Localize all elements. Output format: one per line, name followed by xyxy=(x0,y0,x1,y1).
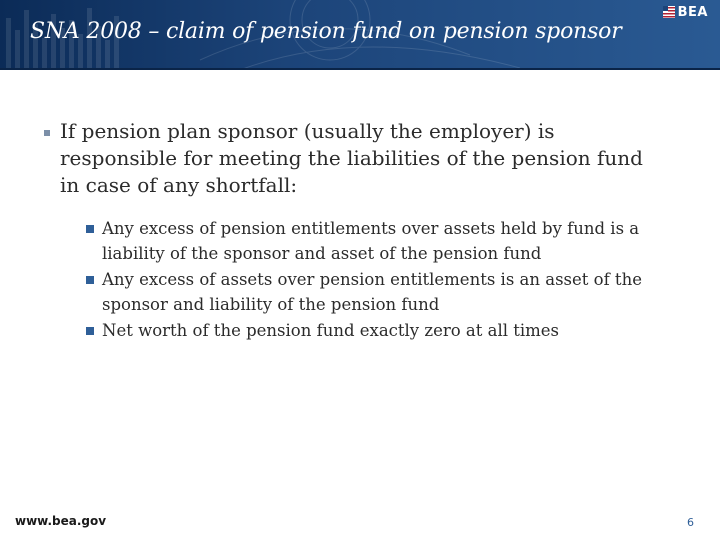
sub-bullet-text: Net worth of the pension fund exactly zero at all times xyxy=(102,321,560,340)
slide-content xyxy=(0,70,720,500)
square-bullet-icon xyxy=(86,327,94,335)
slide-title: SNA 2008 – claim of pension fund on pension sponsor xyxy=(30,19,622,44)
square-bullet-icon xyxy=(86,225,94,233)
slide-header xyxy=(0,0,720,70)
sub-bullet-item xyxy=(102,217,682,266)
page-number: 6 xyxy=(687,516,694,529)
sub-bullet-item xyxy=(102,268,682,317)
square-bullet-icon xyxy=(44,130,50,136)
main-bullet xyxy=(60,118,660,199)
sub-bullet-text: Any excess of assets over pension entitlements is an asset of the sponsor and liability of the pension fund xyxy=(102,270,642,314)
logo-text: BEA xyxy=(677,4,708,20)
square-bullet-icon xyxy=(86,276,94,284)
main-bullet-text: If pension plan sponsor (usually the employer) is responsible for meeting the liabilities of the pension fund in case of any shortfall: xyxy=(60,119,643,197)
sub-bullet-text: Any excess of pension entitlements over assets held by fund is a liability of the sponsor and asset of the pension fund xyxy=(102,219,640,263)
sub-bullet-item xyxy=(102,319,682,344)
footer-url: www.bea.gov xyxy=(15,514,107,528)
sub-bullet-list xyxy=(102,217,682,346)
